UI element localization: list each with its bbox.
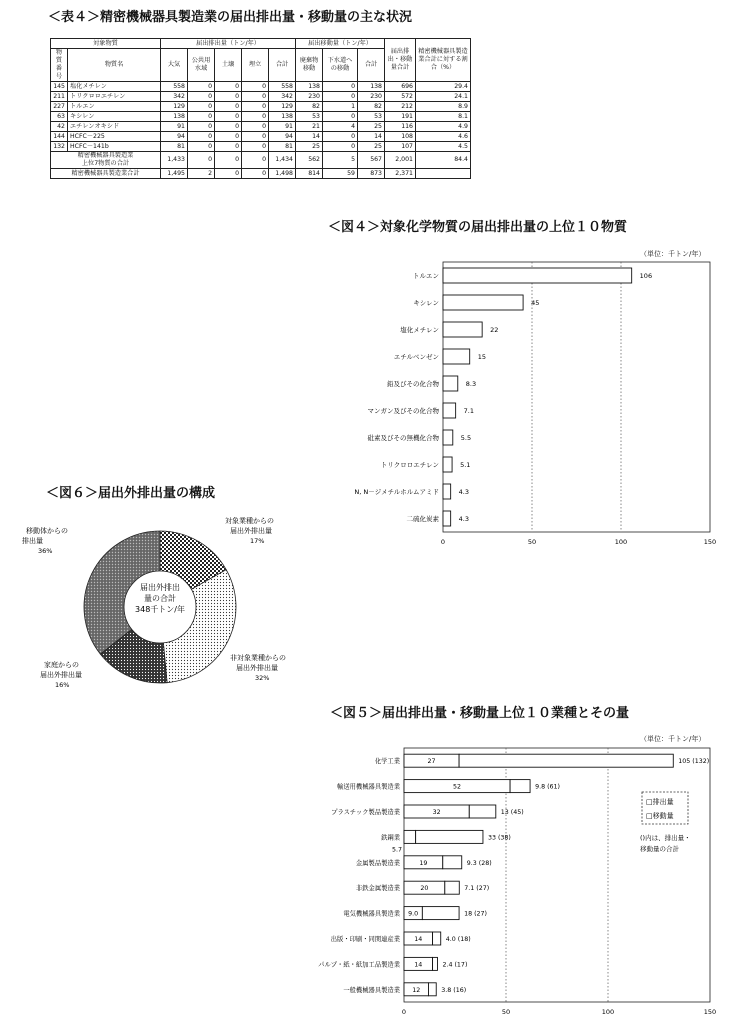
bar bbox=[443, 403, 456, 418]
slice-label-nontarget-1: 非対象業種からの bbox=[230, 654, 286, 662]
cell: 0 bbox=[242, 152, 269, 169]
cell: 0 bbox=[242, 112, 269, 122]
cell bbox=[416, 169, 471, 179]
cell: 0 bbox=[188, 122, 215, 132]
x-tick-label: 150 bbox=[703, 1008, 717, 1016]
cell: 84.4 bbox=[416, 152, 471, 169]
category-label: マンガン及びその化合物 bbox=[367, 407, 439, 415]
donut-center-line2: 量の合計 bbox=[144, 594, 176, 603]
fig4-unit: （単位：千トン/年） bbox=[640, 250, 706, 258]
cell: 94 bbox=[161, 132, 188, 142]
cell: 8.9 bbox=[416, 102, 471, 112]
cell: 212 bbox=[385, 102, 416, 112]
cell: 0 bbox=[188, 112, 215, 122]
cell: 0 bbox=[242, 102, 269, 112]
cell: 0 bbox=[215, 102, 242, 112]
cell: 132 bbox=[51, 142, 68, 152]
cell: 0 bbox=[188, 92, 215, 102]
cell: トルエン bbox=[68, 102, 161, 112]
category-label: 出版・印刷・同関連産業 bbox=[330, 936, 400, 943]
cell: 2 bbox=[188, 169, 215, 179]
fig5-unit: （単位：千トン/年） bbox=[640, 735, 706, 743]
th-air: 大気 bbox=[161, 49, 188, 82]
value-label: 8.3 bbox=[465, 380, 477, 388]
cell: 0 bbox=[188, 132, 215, 142]
category-label: 金属製品製造業 bbox=[355, 859, 400, 867]
donut-center-line1: 届出外排出 bbox=[140, 583, 180, 592]
th-waste: 廃棄物移動 bbox=[296, 49, 323, 82]
cell: 0 bbox=[188, 102, 215, 112]
cell: 873 bbox=[358, 169, 385, 179]
value-label-release: 14 bbox=[414, 936, 423, 943]
cell: 230 bbox=[296, 92, 323, 102]
cell: HCFC－225 bbox=[68, 132, 161, 142]
th-sum: 合計 bbox=[269, 49, 296, 82]
cell: 0 bbox=[323, 132, 358, 142]
cell: 21 bbox=[296, 122, 323, 132]
bar bbox=[443, 376, 458, 391]
category-label: 一般機械器具製造業 bbox=[343, 986, 400, 994]
value-label-transfer: 18 (27) bbox=[464, 910, 488, 918]
legend-transfer: □移動量 bbox=[646, 812, 674, 820]
table-row-grand-total bbox=[51, 169, 471, 179]
fig6-chart bbox=[0, 500, 330, 700]
value-label-transfer: 9.8 (61) bbox=[535, 783, 561, 791]
cell: 82 bbox=[296, 102, 323, 112]
cell: 0 bbox=[215, 82, 242, 92]
cell: 25 bbox=[358, 122, 385, 132]
cell: 2,371 bbox=[385, 169, 416, 179]
cell: 4 bbox=[323, 122, 358, 132]
slice-label-target-1: 対象業種からの bbox=[225, 517, 274, 525]
cell: 0 bbox=[323, 92, 358, 102]
cell: 558 bbox=[269, 82, 296, 92]
cell: 5 bbox=[323, 152, 358, 169]
th-soil: 土壌 bbox=[215, 49, 242, 82]
cell: 4.9 bbox=[416, 122, 471, 132]
x-tick-label: 50 bbox=[527, 538, 537, 546]
x-tick-label: 150 bbox=[703, 538, 717, 546]
bar bbox=[443, 430, 453, 445]
value-label-transfer: 2.4 (17) bbox=[442, 961, 468, 969]
cell: 91 bbox=[161, 122, 188, 132]
cell: 814 bbox=[296, 169, 323, 179]
grand-label: 精密機械器具製造業合計 bbox=[51, 169, 161, 179]
subtotal-label bbox=[51, 152, 161, 169]
cell: 227 bbox=[51, 102, 68, 112]
cell: 4.6 bbox=[416, 132, 471, 142]
cell: 0 bbox=[188, 142, 215, 152]
bar bbox=[443, 322, 482, 337]
cell: 572 bbox=[385, 92, 416, 102]
cell: 42 bbox=[51, 122, 68, 132]
cell: 0 bbox=[188, 82, 215, 92]
cell: 0 bbox=[215, 112, 242, 122]
cell: 1,433 bbox=[161, 152, 188, 169]
th-tsum: 合計 bbox=[358, 49, 385, 82]
category-label: 鉄鋼業 bbox=[381, 834, 400, 842]
cell: 230 bbox=[358, 92, 385, 102]
cell: トリクロロエチレン bbox=[68, 92, 161, 102]
table-row bbox=[51, 132, 471, 142]
slice-label-home-1: 家庭からの bbox=[44, 661, 79, 669]
cell: 1,495 bbox=[161, 169, 188, 179]
cell: 81 bbox=[269, 142, 296, 152]
bar-transfer bbox=[433, 932, 441, 945]
table-row bbox=[51, 142, 471, 152]
category-label: N, N－ジメチルホルムアミド bbox=[354, 488, 439, 496]
category-label: トルエン bbox=[413, 272, 439, 280]
cell: 1 bbox=[323, 102, 358, 112]
table-row bbox=[51, 122, 471, 132]
value-label-transfer: 105 (132) bbox=[678, 758, 710, 766]
th-no: 物質番号 bbox=[51, 49, 68, 82]
cell: 138 bbox=[161, 112, 188, 122]
cell: 14 bbox=[358, 132, 385, 142]
cell: 107 bbox=[385, 142, 416, 152]
cell: 0 bbox=[323, 82, 358, 92]
cell: 2,001 bbox=[385, 152, 416, 169]
bar-transfer bbox=[510, 780, 530, 793]
cell: キシレン bbox=[68, 112, 161, 122]
value-label: 22 bbox=[490, 326, 499, 334]
value-label: 5.1 bbox=[460, 461, 471, 469]
category-label: 非鉄金属製造業 bbox=[355, 885, 400, 893]
th-substance: 対象物質 bbox=[51, 39, 161, 49]
cell: 116 bbox=[385, 122, 416, 132]
cell: 8.1 bbox=[416, 112, 471, 122]
cell: 129 bbox=[269, 102, 296, 112]
cell: 138 bbox=[296, 82, 323, 92]
slice-label-mobile-pct: 36% bbox=[38, 547, 53, 555]
cell: 0 bbox=[242, 122, 269, 132]
value-label-transfer: 33 (38) bbox=[487, 834, 511, 842]
cell: 29.4 bbox=[416, 82, 471, 92]
cell: 191 bbox=[385, 112, 416, 122]
cell: 0 bbox=[242, 132, 269, 142]
cell: 558 bbox=[161, 82, 188, 92]
value-label-transfer: 4.0 (18) bbox=[445, 936, 471, 943]
category-label: 電気機械器具製造業 bbox=[343, 910, 400, 918]
cell: 562 bbox=[296, 152, 323, 169]
table-row bbox=[51, 82, 471, 92]
bar bbox=[443, 295, 523, 310]
value-label-release: 20 bbox=[420, 885, 429, 893]
cell: 0 bbox=[215, 152, 242, 169]
donut-center-line3: 348千トン/年 bbox=[135, 605, 185, 614]
cell: 108 bbox=[385, 132, 416, 142]
cell: 81 bbox=[161, 142, 188, 152]
bar-release bbox=[404, 830, 416, 843]
cell: 91 bbox=[269, 122, 296, 132]
cell: 4.5 bbox=[416, 142, 471, 152]
cell: 0 bbox=[215, 169, 242, 179]
th-ratio: 精密機械器具製造業合計に対する割合（%） bbox=[416, 39, 471, 82]
subtotal-label-2: 上位7物質の合計 bbox=[81, 160, 130, 167]
category-label: 化学工業 bbox=[374, 758, 400, 766]
cell: 25 bbox=[296, 142, 323, 152]
fig6-title: ＜図６＞届出外排出量の構成 bbox=[46, 486, 216, 501]
bar bbox=[443, 484, 451, 499]
th-total: 届出排出・移動量合計 bbox=[385, 39, 416, 82]
x-tick-label: 50 bbox=[501, 1008, 511, 1016]
value-label: 7.1 bbox=[463, 407, 474, 415]
value-label-release: 52 bbox=[453, 783, 462, 791]
category-label: プラスチック製品製造業 bbox=[331, 809, 400, 816]
category-label: トリクロロエチレン bbox=[380, 461, 439, 469]
category-label: 砒素及びその無機化合物 bbox=[367, 434, 439, 442]
bar bbox=[443, 457, 452, 472]
fig5-note-1: ()内は、排出量・ bbox=[640, 834, 691, 842]
value-label: 4.3 bbox=[458, 515, 469, 523]
cell: 1,434 bbox=[269, 152, 296, 169]
th-release: 届出排出量（トン/年） bbox=[161, 39, 296, 49]
value-label: 15 bbox=[477, 353, 486, 361]
value-label-release: 27 bbox=[427, 758, 436, 766]
legend-release: □排出量 bbox=[646, 798, 674, 806]
table-row-subtotal bbox=[51, 152, 471, 169]
bar-transfer bbox=[459, 754, 673, 767]
cell: 24.1 bbox=[416, 92, 471, 102]
bar-transfer bbox=[433, 957, 438, 970]
th-sewer: 下水道への移動 bbox=[323, 49, 358, 82]
x-tick-label: 100 bbox=[614, 538, 628, 546]
table-row bbox=[51, 102, 471, 112]
slice-label-home-2: 届出外排出量 bbox=[40, 671, 82, 679]
bar-transfer bbox=[469, 805, 496, 818]
value-label-release: 19 bbox=[419, 859, 428, 867]
cell: 0 bbox=[242, 92, 269, 102]
value-label-release: 14 bbox=[414, 961, 423, 969]
cell: 0 bbox=[323, 142, 358, 152]
x-tick-label: 100 bbox=[601, 1008, 615, 1016]
value-label: 4.3 bbox=[458, 488, 469, 496]
cell: 63 bbox=[51, 112, 68, 122]
value-label-release: 12 bbox=[412, 986, 421, 994]
subtotal-label-1: 精密機械器具製造業 bbox=[77, 152, 134, 159]
cell: 0 bbox=[323, 112, 358, 122]
value-label-transfer: 13 (45) bbox=[500, 809, 524, 816]
value-label-transfer: 7.1 (27) bbox=[464, 885, 490, 893]
category-label: 塩化メチレン bbox=[400, 326, 439, 334]
value-label-transfer: 9.3 (28) bbox=[466, 859, 492, 867]
slice-label-nontarget-2: 届出外排出量 bbox=[236, 664, 278, 672]
fig4-chart bbox=[330, 258, 730, 558]
bar bbox=[443, 511, 451, 526]
cell: 211 bbox=[51, 92, 68, 102]
fig5-note-2: 移動量の合計 bbox=[640, 845, 679, 853]
fig5-chart bbox=[300, 744, 730, 1026]
category-label: 二硫化炭素 bbox=[406, 515, 439, 523]
cell: 129 bbox=[161, 102, 188, 112]
value-label-release: 9.0 bbox=[408, 910, 419, 918]
cell: 53 bbox=[296, 112, 323, 122]
category-label: キシレン bbox=[413, 299, 439, 307]
cell: 138 bbox=[269, 112, 296, 122]
value-label-transfer: 3.8 (16) bbox=[441, 986, 467, 994]
slice-label-home-pct: 16% bbox=[55, 681, 70, 689]
table4-title: ＜表４＞精密機械器具製造業の届出排出量・移動量の主な状況 bbox=[48, 10, 413, 25]
fig5-title: ＜図５＞届出排出量・移動量上位１０業種とその量 bbox=[330, 706, 630, 721]
value-label: 5.5 bbox=[460, 434, 472, 442]
value-label-release: 5.7 bbox=[391, 846, 402, 854]
cell: 0 bbox=[242, 169, 269, 179]
category-label: 鉛及びその化合物 bbox=[387, 380, 439, 388]
cell: 0 bbox=[215, 122, 242, 132]
cell: HCFC－141b bbox=[68, 142, 161, 152]
th-water: 公共用水域 bbox=[188, 49, 215, 82]
cell: 1,498 bbox=[269, 169, 296, 179]
fig4-title: ＜図４＞対象化学物質の届出排出量の上位１０物質 bbox=[328, 220, 628, 235]
bar-transfer bbox=[445, 881, 459, 894]
slice-label-nontarget-pct: 32% bbox=[255, 674, 270, 682]
cell: 53 bbox=[358, 112, 385, 122]
cell: 14 bbox=[296, 132, 323, 142]
cell: 94 bbox=[269, 132, 296, 142]
cell: 0 bbox=[242, 82, 269, 92]
bar-transfer bbox=[443, 856, 462, 869]
bar bbox=[443, 349, 470, 364]
bar-transfer bbox=[416, 830, 483, 843]
cell: 25 bbox=[358, 142, 385, 152]
cell: 0 bbox=[215, 92, 242, 102]
table-row bbox=[51, 92, 471, 102]
cell: 145 bbox=[51, 82, 68, 92]
table4 bbox=[50, 38, 471, 179]
table-row bbox=[51, 112, 471, 122]
value-label: 45 bbox=[531, 299, 540, 307]
cell: 0 bbox=[242, 142, 269, 152]
cell: 塩化メチレン bbox=[68, 82, 161, 92]
slice-label-target-2: 届出外排出量 bbox=[230, 527, 272, 535]
category-label: 輸送用機械器具製造業 bbox=[337, 783, 400, 791]
th-landfill: 埋立 bbox=[242, 49, 269, 82]
cell: 144 bbox=[51, 132, 68, 142]
slice-label-target-pct: 17% bbox=[250, 537, 265, 545]
x-tick-label: 0 bbox=[440, 538, 446, 546]
slice-label-mobile-2: 排出量 bbox=[22, 537, 43, 545]
cell: 0 bbox=[215, 132, 242, 142]
cell: 0 bbox=[188, 152, 215, 169]
cell: エチレンオキシド bbox=[68, 122, 161, 132]
category-label: パルプ・紙・紙加工品製造業 bbox=[318, 961, 400, 969]
cell: 696 bbox=[385, 82, 416, 92]
cell: 567 bbox=[358, 152, 385, 169]
cell: 342 bbox=[161, 92, 188, 102]
value-label: 106 bbox=[639, 272, 653, 280]
x-tick-label: 0 bbox=[401, 1008, 407, 1016]
cell: 342 bbox=[269, 92, 296, 102]
value-label-release: 32 bbox=[432, 809, 441, 816]
cell: 138 bbox=[358, 82, 385, 92]
slice-label-mobile-1: 移動体からの bbox=[26, 527, 68, 535]
bar bbox=[443, 268, 632, 283]
cell: 0 bbox=[215, 142, 242, 152]
category-label: エチルベンゼン bbox=[393, 353, 439, 361]
th-name: 物質名 bbox=[68, 49, 161, 82]
bar-transfer bbox=[422, 907, 459, 920]
th-transfer: 届出移動量（トン/年） bbox=[296, 39, 385, 49]
table4-body bbox=[51, 82, 471, 152]
bar-transfer bbox=[428, 983, 436, 996]
cell: 82 bbox=[358, 102, 385, 112]
cell: 59 bbox=[323, 169, 358, 179]
